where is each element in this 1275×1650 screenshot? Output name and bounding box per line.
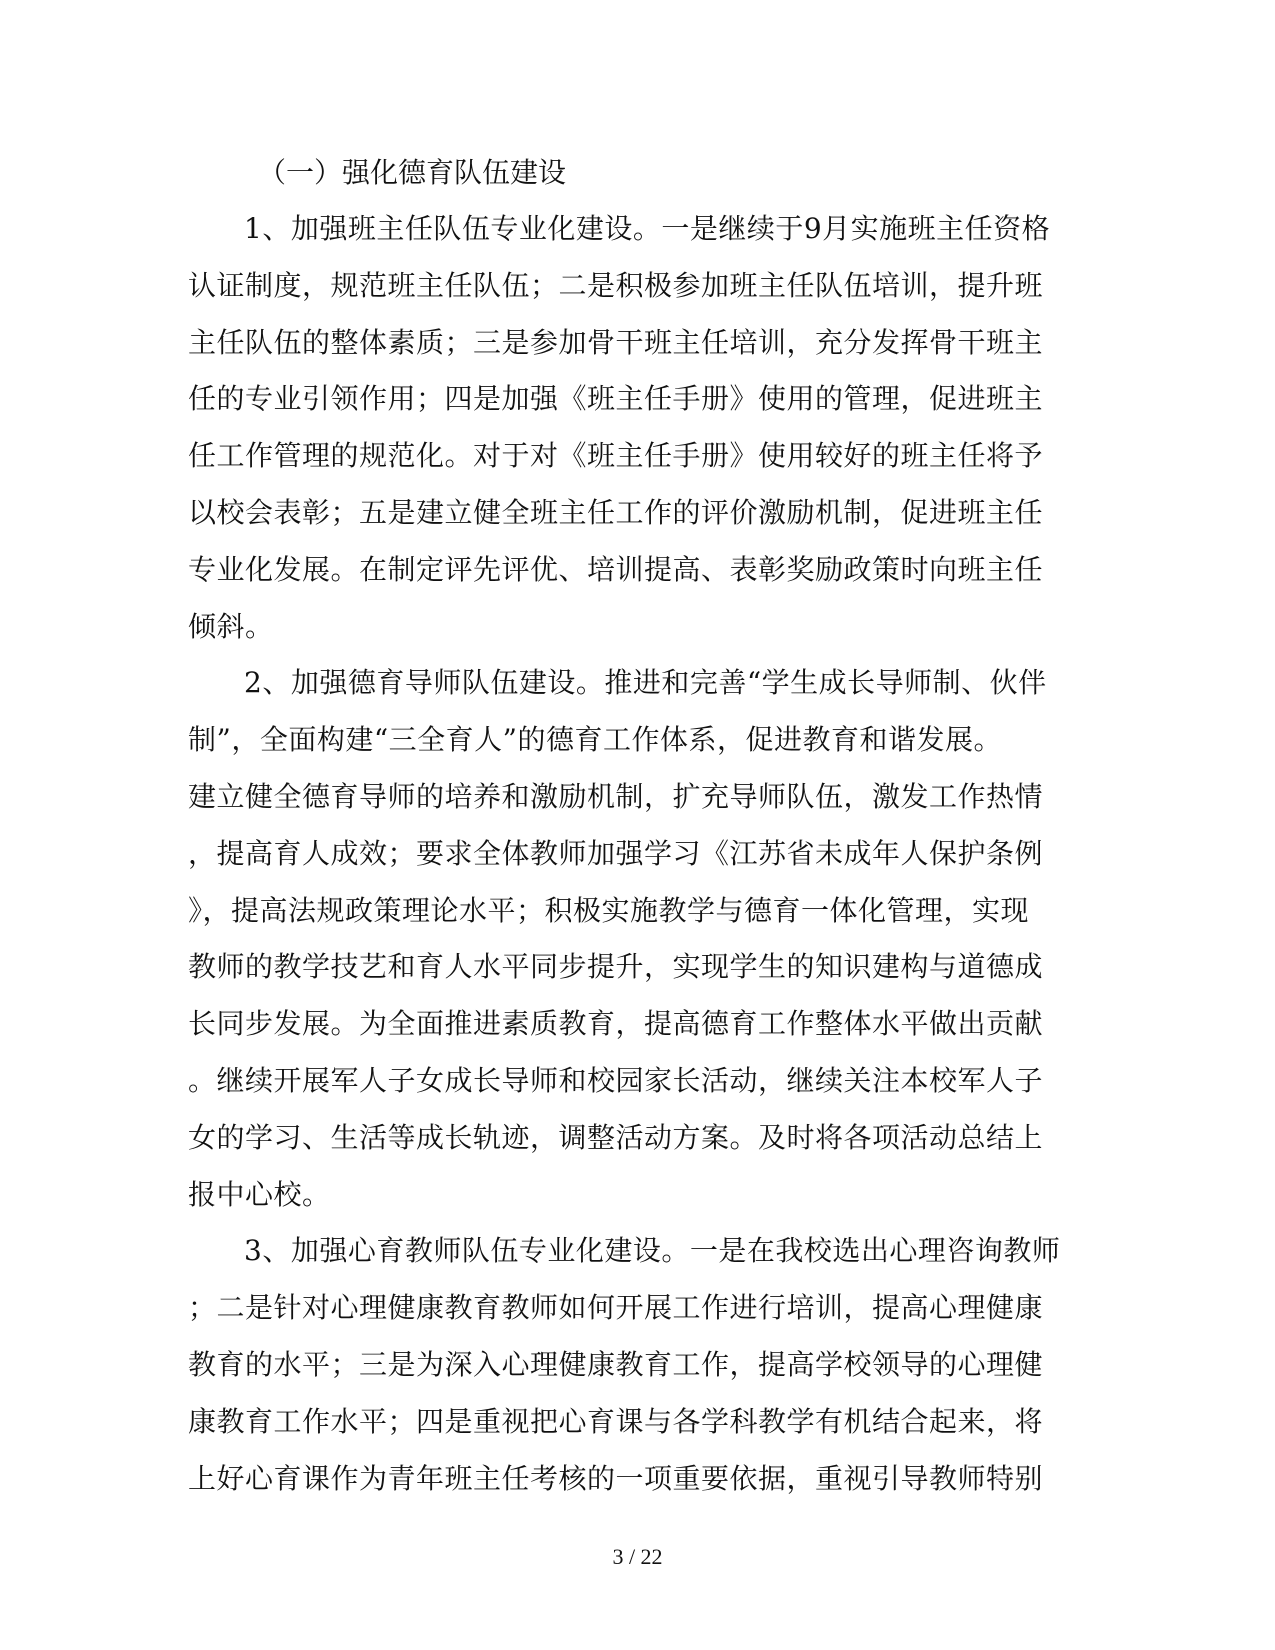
document-body [188,145,1088,1507]
paragraph-line: 任工作管理的规范化。对于对《班主任手册》使用较好的班主任将予 [188,439,1044,473]
paragraph-line: 制”，全面构建“三全育人”的德育工作体系，促进教育和谐发展。 [188,723,1002,757]
page-number: 3 / 22 [612,1544,663,1569]
paragraph-line: 建立健全德育导师的培养和激励机制，扩充导师队伍，激发工作热情 [188,779,1044,813]
paragraph-line: 女的学习、生活等成长轨迹，调整活动方案。及时将各项活动总结上 [188,1120,1044,1154]
paragraph-line: 上好心育课作为青年班主任考核的一项重要依据，重视引导教师特别 [188,1461,1044,1495]
paragraph-line: 以校会表彰；五是建立健全班主任工作的评价激励机制，促进班主任 [188,495,1044,529]
paragraph-line: 倾斜。 [188,609,274,643]
paragraph-line: 》，提高法规政策理论水平；积极实施教学与德育一体化管理，实现 [188,893,1030,927]
paragraph-2 [188,655,1088,1223]
paragraph-line: 。继续开展军人子女成长导师和校园家长活动，继续关注本校军人子 [188,1063,1044,1097]
paragraph-line: 专业化发展。在制定评先评优、培训提高、表彰奖励政策时向班主任 [188,552,1044,586]
paragraph-line: 长同步发展。为全面推进素质教育，提高德育工作整体水平做出贡献 [188,1007,1044,1041]
paragraph-line: 1、加强班主任队伍专业化建设。一是继续于9月实施班主任资格 [244,212,1051,245]
section-heading: （一）强化德育队伍建设 [258,156,567,189]
paragraph-line: 报中心校。 [188,1177,331,1211]
paragraph-line: ；二是针对心理健康教育教师如何开展工作进行培训，提高心理健康 [188,1291,1044,1325]
paragraph-line: 3、加强心育教师队伍专业化建设。一是在我校选出心理咨询教师 [244,1234,1061,1268]
paragraph-line: 教育的水平；三是为深入心理健康教育工作，提高学校领导的心理健 [188,1347,1044,1381]
paragraph-3 [188,1223,1088,1507]
paragraph-line: 教师的教学技艺和育人水平同步提升，实现学生的知识建构与道德成 [188,950,1044,984]
paragraph-line: 康教育工作水平；四是重视把心育课与各学科教学有机结合起来，将 [188,1404,1044,1438]
paragraph-line: 认证制度，规范班主任队伍；二是积极参加班主任队伍培训，提升班 [188,268,1044,302]
paragraph-line: ，提高育人成效；要求全体教师加强学习《江苏省未成年人保护条例 [188,836,1044,870]
paragraph-line: 2、加强德育导师队伍建设。推进和完善“学生成长导师制、伙伴 [244,666,1047,700]
paragraph-line: 任的专业引领作用；四是加强《班主任手册》使用的管理，促进班主 [188,382,1044,416]
paragraph-1 [188,201,1088,655]
paragraph-line: 主任队伍的整体素质；三是参加骨干班主任培训，充分发挥骨干班主 [188,325,1044,359]
